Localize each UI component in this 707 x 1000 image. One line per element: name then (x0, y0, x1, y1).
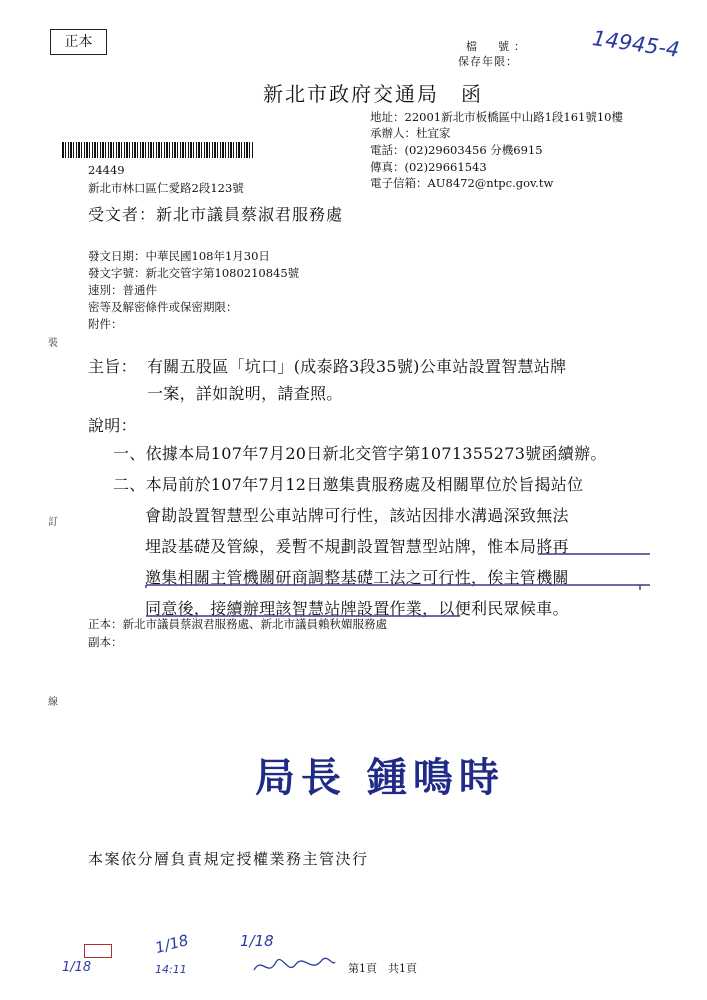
annotation-1: 1/18 (62, 960, 92, 975)
explanation-label: 說明： (88, 416, 137, 435)
speed-class: 速別：普通件 (88, 283, 157, 297)
subject-label: 主旨： (88, 357, 137, 376)
subject-line-1: 有關五股區「坑口」(成泰路3段35號)公車站設置智慧站牌 (147, 357, 567, 376)
original-copy-label: 正本 (50, 29, 107, 55)
margin-mark-line: 線 (48, 697, 58, 708)
sender-phone: 電話：(02)29603456 分機6915 (370, 143, 543, 157)
delegation-note: 本案依分層負責規定授權業務主管決行 (88, 850, 369, 868)
retention-label: 保存年限： (458, 55, 518, 68)
subject-line-2: 一案，詳如說明，請查照。 (147, 384, 343, 403)
recipient-address: 新北市林口區仁愛路2段123號 (88, 181, 244, 195)
distribution-copy: 副本： (88, 635, 123, 649)
issue-date: 發文日期：中華民國108年1月30日 (88, 249, 270, 263)
sender-fax: 傳真：(02)29661543 (370, 160, 487, 174)
sender-contact: 承辦人：杜宜家 (370, 126, 451, 140)
signature-text: 局長 鍾鳴時 (255, 754, 505, 801)
postal-code: 24449 (88, 163, 125, 177)
margin-mark-bind: 裝 (48, 338, 58, 349)
explanation-item-2-line-5: 同意後，接續辦理該智慧站牌設置作業，以便利民眾候車。 (145, 599, 569, 618)
handwritten-file-number: 14945-4 (590, 26, 681, 62)
document-title: 新北市政府交通局 函 (263, 82, 483, 106)
annotation-4: 14:11 (155, 963, 187, 976)
sender-address: 地址：22001新北市板橋區中山路1段161號10樓 (370, 110, 623, 124)
document-number: 發文字號：新北交管字第1080210845號 (88, 266, 300, 280)
secrecy-level: 密等及解密條件或保密期限： (88, 300, 238, 314)
receipt-seal-1 (84, 944, 112, 958)
explanation-item-2-line-4: 邀集相關主管機關研商調整基礎工法之可行性，俟主管機關 (145, 568, 569, 587)
handwritten-underline (140, 540, 652, 618)
handwritten-scribble (252, 948, 337, 980)
file-number-label: 檔 號： (466, 40, 530, 53)
postal-barcode (62, 142, 253, 158)
distribution-main: 正本：新北市議員蔡淑君服務處、新北市議員賴秋媚服務處 (88, 617, 387, 631)
explanation-item-2-line-1: 二、本局前於107年7月12日邀集貴服務處及相關單位於旨揭站位 (113, 475, 584, 494)
attachment: 附件： (88, 317, 123, 331)
explanation-item-2-line-3: 埋設基礎及管線，爰暫不規劃設置智慧型站牌，惟本局將再 (145, 537, 569, 556)
explanation-item-2-line-2: 會勘設置智慧型公車站牌可行性，該站因排水溝過深致無法 (145, 506, 569, 525)
director-signature-stamp (255, 728, 610, 814)
margin-mark-cut: 訂 (48, 517, 58, 528)
explanation-item-1: 一、依據本局107年7月20日新北交管字第1071355273號函續辦。 (113, 444, 607, 463)
page-number: 第1頁 共1頁 (348, 962, 417, 975)
addressee: 受文者：新北市議員蔡淑君服務處 (88, 205, 344, 224)
annotation-3: 1/18 (240, 932, 274, 950)
sender-email: 電子信箱：AU8472@ntpc.gov.tw (370, 176, 554, 190)
annotation-2: 1/18 (153, 930, 191, 958)
